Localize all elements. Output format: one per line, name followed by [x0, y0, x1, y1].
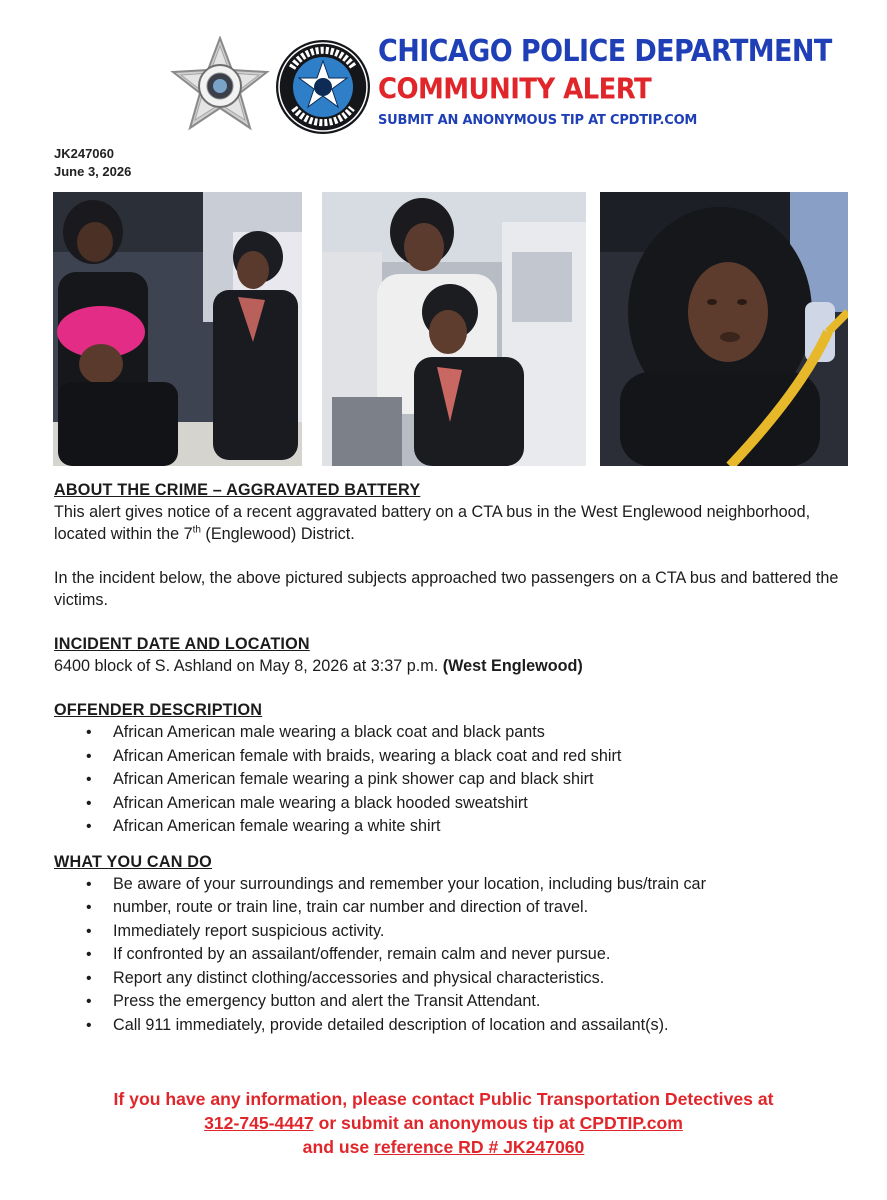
list-item: • African American female wearing a white shirt — [86, 815, 854, 839]
list-item: • Be aware of your surroundings and remember your location, including bus/train car — [86, 873, 854, 897]
cpdtip-link[interactable]: CPDTIP.com — [579, 1113, 683, 1133]
surveillance-photo-1 — [53, 192, 302, 466]
list-item: • African American female with braids, wearing a black coat and red shirt — [86, 745, 854, 769]
list-item: • African American male wearing a black hooded sweatshirt — [86, 792, 854, 816]
list-item: • Press the emergency button and alert the Transit Attendant. — [86, 990, 854, 1014]
detective-star-badge — [170, 36, 270, 134]
list-item: • If confronted by an assailant/offender, remain calm and never pursue. — [86, 943, 854, 967]
surveillance-photo-3 — [600, 192, 848, 466]
list-item: • Call 911 immediately, provide detailed description of location and assailant(s). — [86, 1014, 854, 1038]
about-crime-paragraph — [54, 501, 854, 545]
reference-block — [54, 145, 131, 181]
list-item: • Report any distinct clothing/accessories and physical characteristics. — [86, 967, 854, 991]
contact-footer — [0, 1087, 887, 1159]
incident-heading: INCIDENT DATE AND LOCATION — [54, 635, 310, 653]
list-item: • Immediately report suspicious activity. — [86, 920, 854, 944]
about-crime-heading: ABOUT THE CRIME – AGGRAVATED BATTERY — [54, 481, 421, 499]
about-text-a: This alert gives notice of a recent aggravated battery on a CTA bus in the West Englewood neighborhood, located within the 7 — [54, 503, 811, 543]
safety-tips-list — [86, 873, 854, 1038]
alert-title: COMMUNITY ALERT — [378, 73, 652, 107]
offender-list — [86, 721, 854, 839]
header-text — [378, 34, 858, 128]
what-you-can-do-heading: WHAT YOU CAN DO — [54, 852, 212, 871]
surveillance-photo-2 — [322, 192, 586, 466]
phone-link[interactable]: 312-745-4447 — [204, 1113, 314, 1133]
reference-id: JK247060 — [54, 146, 114, 161]
list-item: • African American male wearing a black coat and black pants — [86, 721, 854, 745]
alert-date: June 3, 2026 — [54, 164, 132, 179]
about-text-sup: th — [192, 524, 201, 536]
footer-line-3 — [0, 1135, 887, 1159]
footer-mid-text: or submit an anonymous tip at — [313, 1113, 580, 1133]
list-item: • number, route or train line, train car number and direction of travel. — [86, 896, 854, 920]
anonymous-tip-line: SUBMIT AN ANONYMOUS TIP AT CPDTIP.COM — [378, 113, 698, 128]
about-text-b: (Englewood) District. — [200, 525, 355, 543]
alert-content — [54, 479, 854, 1037]
incident-location — [54, 655, 854, 677]
list-item: • African American female wearing a pink shower cap and black shirt — [86, 768, 854, 792]
incident-text: 6400 block of S. Ashland on May 8, 2026 at 3:37 p.m. — [54, 657, 443, 675]
department-title: CHICAGO POLICE DEPARTMENT — [378, 34, 832, 69]
footer-line-1: If you have any information, please contact Public Transportation Detectives at — [113, 1089, 774, 1109]
offender-heading: OFFENDER DESCRIPTION — [54, 701, 263, 719]
incident-area: (West Englewood) — [442, 657, 583, 675]
community-policing-seal — [274, 38, 372, 136]
footer-line-2 — [0, 1111, 887, 1135]
incident-summary-paragraph: In the incident below, the above pictured subjects approached two passengers on a CTA bus and battered the victims. — [54, 569, 839, 609]
reference-number: reference RD # JK247060 — [374, 1137, 585, 1157]
footer-use-text: and use — [302, 1137, 375, 1157]
